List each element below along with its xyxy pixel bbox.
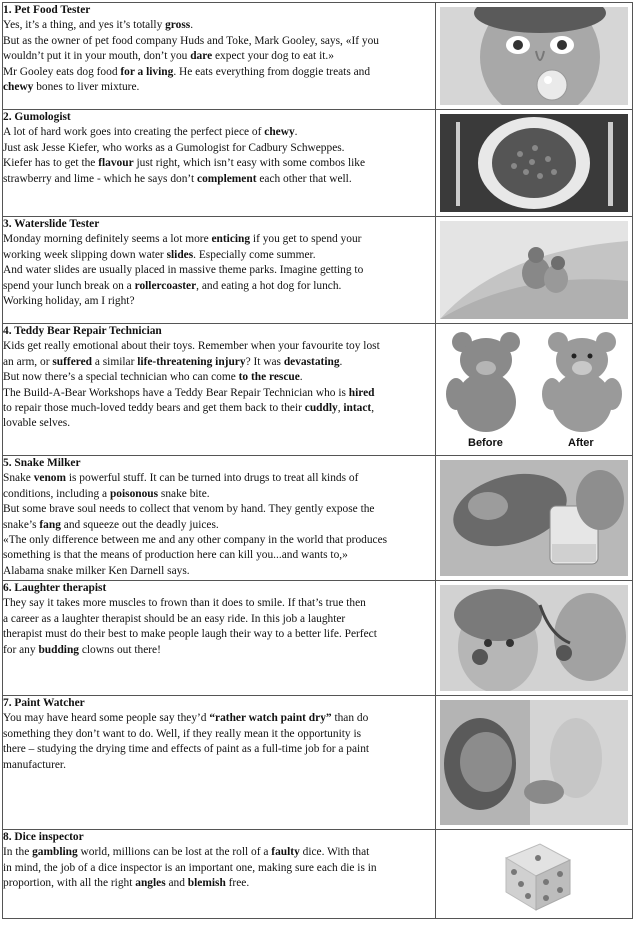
description-line <box>3 248 435 263</box>
job-text-cell <box>3 696 436 830</box>
job-title: 5. Snake Milker <box>3 457 81 469</box>
before-caption: Before <box>468 437 503 449</box>
job-title: 8. Dice inspector <box>3 831 84 843</box>
job-description <box>3 471 435 579</box>
text-segment: The Build-A-Bear Workshops have a Teddy Bear Repair Technician who is <box>3 386 349 399</box>
bold-vocabulary-word: complement <box>197 172 257 185</box>
bold-vocabulary-word: chewy <box>264 126 295 139</box>
bold-vocabulary-word: for a living <box>120 65 174 78</box>
job-row-laughter-therapist <box>3 581 633 696</box>
description-line <box>3 876 435 891</box>
job-image-cell <box>436 581 633 696</box>
text-segment: A lot of hard work goes into creating the perfect piece of <box>3 126 265 139</box>
text-segment: for any <box>3 643 39 656</box>
description-line <box>3 643 435 658</box>
text-segment: Mr Gooley eats dog food <box>3 65 121 78</box>
text-segment: , <box>337 402 344 415</box>
text-segment: working week slipping down water <box>3 248 167 261</box>
job-row-gumologist <box>3 110 633 217</box>
description-line <box>3 518 435 533</box>
bold-vocabulary-word: chewy <box>3 81 34 94</box>
bold-vocabulary-word: venom <box>33 472 66 485</box>
bold-vocabulary-word: hired <box>348 386 375 399</box>
text-segment: world, millions can be lost at the roll of a <box>77 846 272 859</box>
description-line <box>3 156 435 171</box>
text-segment: lovable selves. <box>3 417 71 430</box>
job-image-cell <box>436 217 633 324</box>
bold-vocabulary-word: faulty <box>271 846 300 859</box>
description-line <box>3 758 435 773</box>
text-segment: bones to liver mixture. <box>33 81 140 94</box>
text-segment: You may have heard some people say they’d <box>3 712 210 725</box>
job-image-cell <box>436 830 633 919</box>
text-segment: an arm, or <box>3 355 53 368</box>
waterslide-photo <box>440 221 628 319</box>
job-text-cell <box>3 581 436 696</box>
job-row-teddy-bear-repair-technician <box>3 324 633 456</box>
jobs-table <box>2 2 633 919</box>
job-text-cell <box>3 217 436 324</box>
text-segment: than do <box>331 712 369 725</box>
bold-vocabulary-word: cuddly <box>304 402 338 415</box>
description-line <box>3 355 435 370</box>
text-segment: , <box>371 402 375 415</box>
description-line <box>3 401 435 416</box>
text-segment: something is that the means of production here can kill you...and wants to,» <box>3 549 348 562</box>
description-line <box>3 49 435 64</box>
job-image-cell <box>436 3 633 110</box>
text-segment: But some brave soul needs to collect that venom by hand. They gently expose the <box>3 503 375 516</box>
job-description <box>3 125 435 187</box>
text-segment: snake’s <box>3 518 40 531</box>
bold-vocabulary-word: life-threatening injury <box>137 355 246 368</box>
description-line <box>3 370 435 385</box>
description-line <box>3 279 435 294</box>
description-line <box>3 711 435 726</box>
text-segment: is powerful stuff. It can be turned into drugs to treat all kinds of <box>65 472 359 485</box>
bold-vocabulary-word: fang <box>39 518 61 531</box>
bold-vocabulary-word: blemish <box>187 877 226 890</box>
job-description <box>3 339 435 431</box>
text-segment: if you get to spend your <box>250 233 362 246</box>
bold-vocabulary-word: to the rescue <box>238 371 300 384</box>
description-line <box>3 627 435 642</box>
text-segment: strawberry and lime - which he says don’t <box>3 172 198 185</box>
text-segment: «The only difference between me and any other company in the world that produces <box>3 534 388 547</box>
text-segment: Monday morning definitely seems a lot more <box>3 233 212 246</box>
job-title: 6. Laughter therapist <box>3 582 107 594</box>
text-segment: and <box>165 877 188 890</box>
description-line <box>3 861 435 876</box>
text-segment: there – studying the drying time and effects of paint as a full-time job for a paint <box>3 743 370 756</box>
job-description <box>3 596 435 658</box>
teddy-bears-photo <box>440 328 628 451</box>
text-segment: therapist must do their best to make people laugh their way to a better life. Perfect <box>3 628 377 641</box>
text-segment: . <box>190 19 194 32</box>
job-description <box>3 845 435 891</box>
job-text-cell <box>3 830 436 919</box>
description-line <box>3 386 435 401</box>
bold-vocabulary-word: rollercoaster <box>134 279 197 292</box>
text-segment: Working holiday, am I right? <box>3 295 135 308</box>
text-segment: spend your lunch break on a <box>3 279 135 292</box>
description-line <box>3 845 435 860</box>
text-segment: In the <box>3 846 33 859</box>
bold-vocabulary-word: gambling <box>32 846 78 859</box>
job-row-snake-milker <box>3 456 633 581</box>
text-segment: just right, which isn’t easy with some combos like <box>133 157 366 170</box>
bold-vocabulary-word: devastating <box>283 355 340 368</box>
description-line <box>3 18 435 33</box>
bold-vocabulary-word: budding <box>38 643 79 656</box>
text-segment: expect your dog to eat it.» <box>212 50 334 63</box>
job-text-cell <box>3 324 436 456</box>
job-title: 7. Paint Watcher <box>3 697 85 709</box>
description-line <box>3 502 435 517</box>
job-text-cell <box>3 456 436 581</box>
text-segment: Yes, it’s a thing, and yes it’s totally <box>3 19 166 32</box>
text-segment: something they don’t want to do. Well, if they really mean it the opportunity is <box>3 727 362 740</box>
text-segment: and squeeze out the deadly juices. <box>60 518 219 531</box>
text-segment: to repair those much-loved teddy bears and get them back to their <box>3 402 305 415</box>
job-image-cell <box>436 324 633 456</box>
description-line <box>3 80 435 95</box>
bold-vocabulary-word: gross <box>165 19 191 32</box>
description-line <box>3 65 435 80</box>
man-watching-wall-photo <box>440 700 628 825</box>
text-segment: But as the owner of pet food company Huds and Toke, Mark Gooley, says, «If you <box>3 34 379 47</box>
job-image-cell <box>436 696 633 830</box>
description-line <box>3 416 435 431</box>
plate-of-gum-photo <box>440 114 628 212</box>
text-segment: . He eats everything from doggie treats and <box>173 65 371 78</box>
text-segment: a similar <box>92 355 138 368</box>
dice-photo <box>440 834 628 914</box>
bold-vocabulary-word: slides <box>166 248 194 261</box>
text-segment: free. <box>225 877 250 890</box>
bold-vocabulary-word: dare <box>190 50 213 63</box>
description-line <box>3 339 435 354</box>
text-segment: . <box>299 371 303 384</box>
text-segment: , and eating a hot dog for lunch. <box>196 279 342 292</box>
bold-vocabulary-word: suffered <box>52 355 92 368</box>
description-line <box>3 548 435 563</box>
text-segment: dice. With that <box>299 846 370 859</box>
job-description <box>3 18 435 95</box>
description-line <box>3 727 435 742</box>
clown-noses-photo <box>440 585 628 691</box>
description-line <box>3 125 435 140</box>
text-segment: Kiefer has to get the <box>3 157 99 170</box>
description-line <box>3 172 435 187</box>
text-segment: ? It was <box>245 355 284 368</box>
description-line <box>3 294 435 309</box>
job-text-cell <box>3 3 436 110</box>
text-segment: But now there’s a special technician who can come <box>3 371 239 384</box>
text-segment: clowns out there! <box>78 643 161 656</box>
bold-vocabulary-word: angles <box>135 877 166 890</box>
description-line <box>3 742 435 757</box>
job-title: 1. Pet Food Tester <box>3 4 91 16</box>
text-segment: each other that well. <box>256 172 352 185</box>
description-line <box>3 141 435 156</box>
description-line <box>3 34 435 49</box>
text-segment: . <box>339 355 343 368</box>
text-segment: proportion, with all the right <box>3 877 136 890</box>
description-line <box>3 564 435 579</box>
man-blowing-bubble-photo <box>440 7 628 105</box>
text-segment: a career as a laughter therapist should be an easy ride. In this job a laughter <box>3 612 346 625</box>
text-segment: manufacturer. <box>3 758 66 771</box>
text-segment: Kids get really emotional about their toys. Remember when your favourite toy lost <box>3 340 380 353</box>
text-segment: And water slides are usually placed in massive theme parks. Imagine getting to <box>3 264 364 277</box>
job-description <box>3 232 435 309</box>
text-segment: Alabama snake milker Ken Darnell says. <box>3 564 190 577</box>
text-segment: conditions, including a <box>3 487 110 500</box>
text-segment: Snake <box>3 472 34 485</box>
job-description <box>3 711 435 773</box>
job-row-paint-watcher <box>3 696 633 830</box>
job-title: 4. Teddy Bear Repair Technician <box>3 325 162 337</box>
text-segment: Just ask Jesse Kiefer, who works as a Gumologist for Cadbury Schweppes. <box>3 141 345 154</box>
text-segment: wouldn’t put it in your mouth, don’t you <box>3 50 191 63</box>
job-row-waterslide-tester <box>3 217 633 324</box>
snake-milking-photo <box>440 460 628 576</box>
job-title: 2. Gumologist <box>3 111 71 123</box>
bold-vocabulary-word: poisonous <box>109 487 159 500</box>
bold-vocabulary-word: enticing <box>211 233 251 246</box>
job-text-cell <box>3 110 436 217</box>
description-line <box>3 612 435 627</box>
job-image-cell <box>436 110 633 217</box>
text-segment: . <box>294 126 298 139</box>
job-row-pet-food-tester <box>3 3 633 110</box>
bold-vocabulary-word: intact <box>343 402 372 415</box>
bold-vocabulary-word: “rather watch paint dry” <box>209 712 332 725</box>
description-line <box>3 471 435 486</box>
text-segment: in mind, the job of a dice inspector is an important one, making sure each die is in <box>3 861 377 874</box>
description-line <box>3 533 435 548</box>
description-line <box>3 596 435 611</box>
description-line <box>3 232 435 247</box>
job-image-cell <box>436 456 633 581</box>
bold-vocabulary-word: flavour <box>98 157 134 170</box>
description-line <box>3 263 435 278</box>
text-segment: snake bite. <box>158 487 210 500</box>
job-title: 3. Waterslide Tester <box>3 218 100 230</box>
text-segment: They say it takes more muscles to frown than it does to smile. If that’s true then <box>3 597 366 610</box>
after-caption: After <box>568 437 594 449</box>
description-line <box>3 487 435 502</box>
text-segment: . Especially come summer. <box>193 248 316 261</box>
job-row-dice-inspector <box>3 830 633 919</box>
